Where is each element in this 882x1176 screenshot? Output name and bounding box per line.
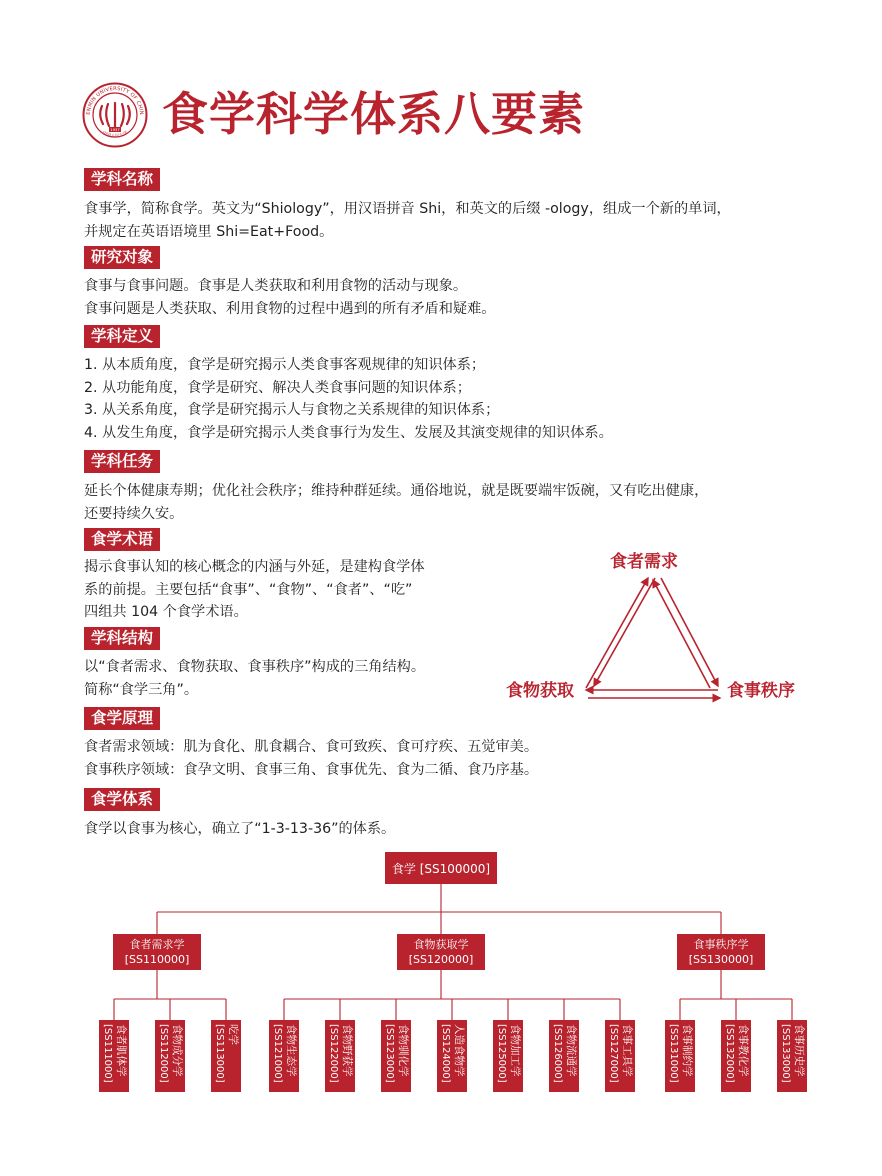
tree-leaf-name: 食事历史学 — [793, 1024, 805, 1077]
svg-text:1937: 1937 — [110, 127, 120, 133]
page-title: 食学科学体系八要素 — [162, 87, 585, 141]
section-tag: 食学原理 — [84, 707, 160, 730]
section-tag: 学科结构 — [84, 627, 160, 650]
section-text-line: 食事秩序领域：食孕文明、食事三角、食事优先、食为二循、食乃序基。 — [84, 761, 539, 778]
arrow-top-to-right — [661, 578, 718, 686]
section-text-line: 4. 从发生角度，食学是研究揭示人类食事行为发生、发展及其演变规律的知识体系。 — [84, 424, 613, 441]
tree-leaf-name: 食事教化学 — [737, 1024, 749, 1077]
section-tag: 学科任务 — [84, 450, 160, 473]
section-text-line: 食事问题是人类获取、利用食物的过程中遇到的所有矛盾和疑难。 — [84, 300, 496, 317]
arrow-left-to-top — [586, 578, 648, 688]
tree-leaf-name: 食物驯化学 — [397, 1024, 409, 1077]
svg-text:中国人民大学: 中国人民大学 — [100, 130, 130, 140]
section-text-line: 简称“食学三角”。 — [84, 681, 199, 698]
tree-leaf-code: [SS125000] — [496, 1024, 507, 1083]
tree-leaf-code: [SS133000] — [780, 1024, 791, 1083]
section-tag: 学科定义 — [84, 325, 160, 348]
section-tag: 食学体系 — [84, 788, 160, 811]
section-text-line: 2. 从功能角度，食学是研究、解决人类食事问题的知识体系； — [84, 379, 471, 396]
tree-leaf-name: 食物成分学 — [171, 1024, 183, 1077]
section-text-line: 还要持续久安。 — [84, 505, 184, 522]
university-seal-logo — [82, 82, 148, 148]
tree-leaf-code: [SS121000] — [272, 1024, 283, 1083]
tree-leaf-code: [SS124000] — [440, 1024, 451, 1083]
tree-leaf-code: [SS126000] — [552, 1024, 563, 1083]
tree-branch-code: [SS130000] — [688, 953, 754, 966]
tree-leaf-code: [SS111000] — [102, 1024, 113, 1083]
tree-leaf-name: 食物流通学 — [565, 1024, 577, 1077]
section-text-line: 并规定在英语语境里 Shi=Eat+Food。 — [84, 223, 334, 240]
tree-leaf-code: [SS123000] — [384, 1024, 395, 1083]
section-tag: 学科名称 — [84, 168, 160, 191]
tree-root-label: 食学 [SS100000] — [391, 862, 491, 876]
tree-leaf-name: 食者肌体学 — [115, 1024, 127, 1077]
section-tag: 研究对象 — [84, 246, 160, 269]
section-text-line: 食事与食事问题。食事是人类获取和利用食物的活动与现象。 — [84, 278, 468, 294]
tree-leaf-code: [SS127000] — [608, 1024, 619, 1083]
tree-branch-name: 食者需求学 — [129, 938, 185, 951]
triangle-right-label: 食事秩序 — [727, 681, 795, 701]
section-text-line: 系的前提。主要包括“食事”、“食物”、“食者”、“吃” — [84, 581, 413, 598]
arrow-right-to-top — [653, 580, 710, 688]
section-text-line: 以“食者需求、食物获取、食事秩序”构成的三角结构。 — [84, 659, 426, 675]
tree-leaf-code: [SS112000] — [158, 1024, 169, 1083]
section-text-line: 3. 从关系角度，食学是研究揭示人与食物之关系规律的知识体系； — [84, 402, 500, 418]
tree-branch-code: [SS110000] — [124, 953, 190, 966]
triangle-top-label: 食者需求 — [610, 552, 678, 572]
section-text-line: 食学以食事为核心，确立了“1-3-13-36”的体系。 — [84, 821, 396, 837]
arrow-top-to-left — [594, 578, 655, 686]
triangle-left-label: 食物获取 — [506, 681, 574, 701]
section-text-line: 揭示食事认知的核心概念的内涵与外延，是建构食学体 — [84, 559, 425, 575]
tree-leaf-code: [SS132000] — [724, 1024, 735, 1083]
tree-leaf-code: [SS131000] — [668, 1024, 679, 1083]
tree-leaf-name: 食物野获学 — [341, 1024, 353, 1077]
tree-branch-name: 食物获取学 — [413, 938, 469, 951]
section-text-line: 食者需求领域：肌为食化、肌食耦合、食可致疾、食可疗疾、五觉审美。 — [84, 739, 539, 755]
tree-leaf-name: 食物生态学 — [285, 1024, 297, 1077]
food-triangle-diagram — [498, 540, 808, 710]
section-text-line: 四组共 104 个食学术语。 — [84, 604, 248, 620]
section-tag: 食学术语 — [84, 528, 160, 551]
tree-leaf-name: 人造食物学 — [453, 1024, 465, 1077]
tree-leaf-code: [SS113000] — [214, 1024, 225, 1083]
section-text-line: 食事学，简称食学。英文为“Shiology”，用汉语拼音 Shi，和英文的后缀 -ology，组成一个新的单词， — [84, 201, 731, 217]
tree-leaf-code: [SS122000] — [328, 1024, 339, 1083]
tree-leaf-name: 食事制约学 — [681, 1024, 693, 1077]
tree-leaf-name: 食事工具学 — [621, 1024, 633, 1077]
tree-branch-name: 食事秩序学 — [693, 938, 749, 951]
shiology-system-tree — [84, 848, 805, 1098]
section-text-line: 1. 从本质角度，食学是研究揭示人类食事客观规律的知识体系； — [84, 357, 486, 373]
svg-text:RENMIN UNIVERSITY OF CHINA: ENMIN UNIVERSITY OF CHIN — [85, 85, 145, 116]
section-text-line: 延长个体健康寿期；优化社会秩序；维持种群延续。通俗地说，就是既要端牢饭碗，又有吃出健康， — [84, 483, 709, 499]
tree-leaf-name: 吃学 — [227, 1024, 239, 1045]
tree-leaf-name: 食物加工学 — [509, 1024, 521, 1077]
tree-branch-code: [SS120000] — [408, 953, 474, 966]
